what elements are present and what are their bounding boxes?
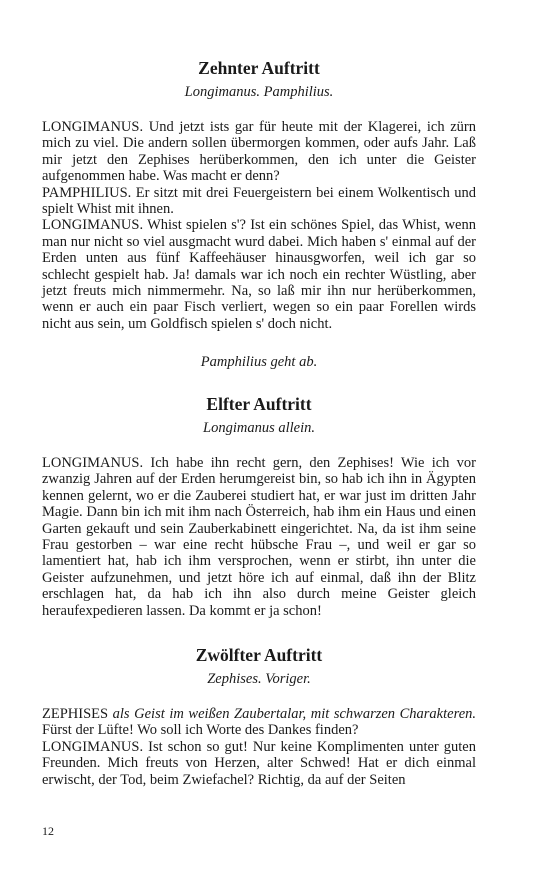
scene-persons: Longimanus allein. xyxy=(203,420,315,436)
scene-title: Elfter Auftritt xyxy=(206,394,312,414)
speech xyxy=(42,217,476,332)
scene-persons: Zephises. Voriger. xyxy=(207,671,311,687)
speaker-name: LONGIMANUS. xyxy=(42,738,144,755)
scene-persons: Longimanus. Pamphilius. xyxy=(184,84,334,100)
scene-dialogue xyxy=(42,119,476,332)
speaker-name: LONGIMANUS. xyxy=(42,217,144,234)
speech xyxy=(42,185,476,218)
speech-text: Fürst der Lüfte! Wo soll ich Worte des Dankes finden? xyxy=(42,722,359,739)
speaker-name: LONGIMANUS. xyxy=(42,119,144,135)
scene-title: Zehnter Auftritt xyxy=(198,58,320,78)
speech-text: Er sitzt mit drei Feuergeistern bei einem Wolkentisch und spielt Whist mit ihnen. xyxy=(42,184,477,218)
inline-stage-direction: als Geist im weißen Zaubertalar, mit schwarzen Charakteren. xyxy=(112,706,477,722)
speaker-name: LONGIMANUS. xyxy=(42,455,144,471)
stage-direction: Pamphilius geht ab. xyxy=(200,354,318,370)
speaker-name: ZEPHISES xyxy=(42,706,109,722)
speech-text: Und jetzt ists gar für heute mit der Klagerei, ich zürn mich zu viel. Die andern sollen übermorgen kommen, oder aufs Jahr. Laß mir jetzt den Zephises herüberkommen, den ich unter die Geister aufgenommen habe. Was macht er denn? xyxy=(42,119,477,185)
speech xyxy=(42,739,476,788)
scene-dialogue xyxy=(42,706,476,788)
speech-text: Whist spielen s'? Ist ein schönes Spiel, das Whist, wenn man nur nicht so viel ausgmacht wurd dabei. Mich haben s' einmal auf der Erden unten aus fünf Kaffeehäuser hinausgworfen, weil ich gar so schlecht gespielt hab. Ja! damals war ich noch ein rechter Wüstling, aber jetzt freuts mich nimmermehr. Na, so laß mir ihn nur herüberkommen, wenn er auch ein paar Fisch verliert, wegen so ein paar Forellen wirds nicht aus sein, um Goldfisch spielen s' doch nicht. xyxy=(42,217,476,332)
speaker-name: PAMPHILIUS. xyxy=(42,184,132,201)
scene-title: Zwölfter Auftritt xyxy=(195,645,323,665)
scene-dialogue xyxy=(42,455,476,619)
speech xyxy=(42,706,476,739)
speech-text: Ist schon so gut! Nur keine Komplimenten unter guten Freunden. Mich freuts von Herzen, alter Schwed! Hat er dich einmal erwischt, der Tod, beim Zwiefachel? Richtig, da auf der Seiten xyxy=(42,738,476,788)
speech-text: Ich habe ihn recht gern, den Zephises! Wie ich vor zwanzig Jahren auf der Erden herumgereist bin, so hab ich ihn in Ägypten kennen gelernt, wo er die Zauberei studiert hat, er war just im dritten Jahr Magie. Dann bin ich mit ihm nach Österreich, hab ihm ein Haus und einen Garten gekauft und sein Zauberkabinett eingerichtet. Na, da ist ihm seine Frau gestorben – war eine recht hübsche Frau –, und weil er gar so lamentiert hat, hab ich ihm versprochen, wenn er stirbt, ihn unter die Geister aufzunehmen, und jetzt höre ich auf einmal, daß ihn der Blitz erschlagen hat, da hab ich ihn also durch meine Geister gleich heraufexpedieren lassen. Da kommt er ja schon! xyxy=(42,455,476,619)
speech xyxy=(42,455,476,619)
speech xyxy=(42,119,476,185)
page-number: 12 xyxy=(42,824,54,838)
